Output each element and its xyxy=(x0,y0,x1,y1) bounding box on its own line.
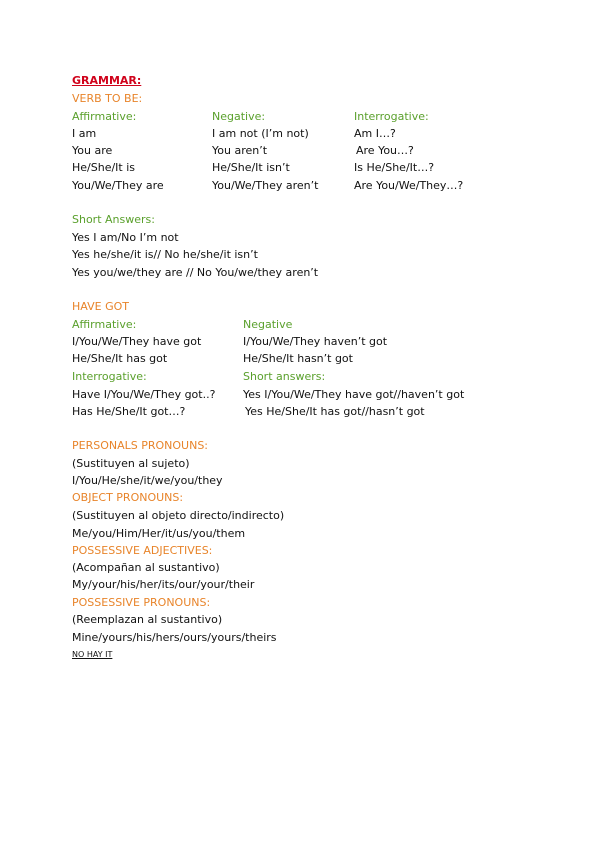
possessive-adjectives-list: My/your/his/her/its/our/your/their xyxy=(72,578,255,591)
personal-pronouns-heading: PERSONALS PRONOUNS: xyxy=(72,439,209,452)
to-be-affirmative-line: You/We/They are xyxy=(72,179,164,192)
possessive-adjectives-note: (Acompañan al sustantivo) xyxy=(72,561,220,574)
to-be-negative-line: I am not (I’m not) xyxy=(212,127,309,140)
possessive-pronouns-heading: POSSESSIVE PRONOUNS: xyxy=(72,596,211,609)
to-be-interrogative-line: Is He/She/It…? xyxy=(354,161,435,174)
have-got-interrogative-label: Interrogative: xyxy=(72,370,147,383)
personal-pronouns-list: I/You/He/she/it/we/you/they xyxy=(72,474,223,487)
to-be-interrogative-line: Am I…? xyxy=(354,127,396,140)
have-got-affirmative-line: I/You/We/They have got xyxy=(72,335,202,348)
possessive-pronouns-list: Mine/yours/his/hers/ours/yours/theirs xyxy=(72,631,277,644)
to-be-short-answers-label: Short Answers: xyxy=(72,213,155,226)
have-got-affirmative-line: He/She/It has got xyxy=(72,352,168,365)
to-be-affirmative-line: You are xyxy=(72,144,113,157)
personal-pronouns-note: (Sustituyen al sujeto) xyxy=(72,457,190,470)
verb-to-be-heading: VERB TO BE: xyxy=(72,92,143,105)
grammar-title: GRAMMAR: xyxy=(72,74,142,87)
object-pronouns-list: Me/you/Him/Her/it/us/you/them xyxy=(72,527,246,540)
to-be-negative-label: Negative: xyxy=(212,110,266,123)
have-got-short-answer-line: Yes He/She/It has got//hasn’t got xyxy=(245,405,425,418)
have-got-interrogative-line: Has He/She/It got…? xyxy=(72,405,186,418)
object-pronouns-note: (Sustituyen al objeto directo/indirecto) xyxy=(72,509,285,522)
have-got-interrogative-line: Have I/You/We/They got..? xyxy=(72,388,216,401)
footer-note: NO HAY IT xyxy=(72,650,113,659)
to-be-affirmative-line: He/She/It is xyxy=(72,161,136,174)
have-got-negative-label: Negative xyxy=(243,318,293,331)
to-be-short-answer-line: Yes you/we/they are // No You/we/they aren’t xyxy=(72,266,319,279)
to-be-interrogative-line: Are You…? xyxy=(356,144,414,157)
have-got-short-answer-line: Yes I/You/We/They have got//haven’t got xyxy=(243,388,465,401)
have-got-short-answers-label: Short answers: xyxy=(243,370,326,383)
to-be-affirmative-line: I am xyxy=(72,127,97,140)
have-got-negative-line: He/She/It hasn’t got xyxy=(243,352,353,365)
to-be-negative-line: You aren’t xyxy=(212,144,268,157)
have-got-heading: HAVE GOT xyxy=(72,300,129,313)
to-be-interrogative-label: Interrogative: xyxy=(354,110,429,123)
have-got-affirmative-label: Affirmative: xyxy=(72,318,137,331)
possessive-pronouns-note: (Reemplazan al sustantivo) xyxy=(72,613,223,626)
object-pronouns-heading: OBJECT PRONOUNS: xyxy=(72,491,184,504)
to-be-interrogative-line: Are You/We/They…? xyxy=(354,179,464,192)
have-got-negative-line: I/You/We/They haven’t got xyxy=(243,335,388,348)
to-be-negative-line: He/She/It isn’t xyxy=(212,161,290,174)
to-be-short-answer-line: Yes he/she/it is// No he/she/it isn’t xyxy=(72,248,258,261)
to-be-affirmative-label: Affirmative: xyxy=(72,110,137,123)
possessive-adjectives-heading: POSSESSIVE ADJECTIVES: xyxy=(72,544,213,557)
to-be-negative-line: You/We/They aren’t xyxy=(212,179,319,192)
to-be-short-answer-line: Yes I am/No I’m not xyxy=(72,231,179,244)
